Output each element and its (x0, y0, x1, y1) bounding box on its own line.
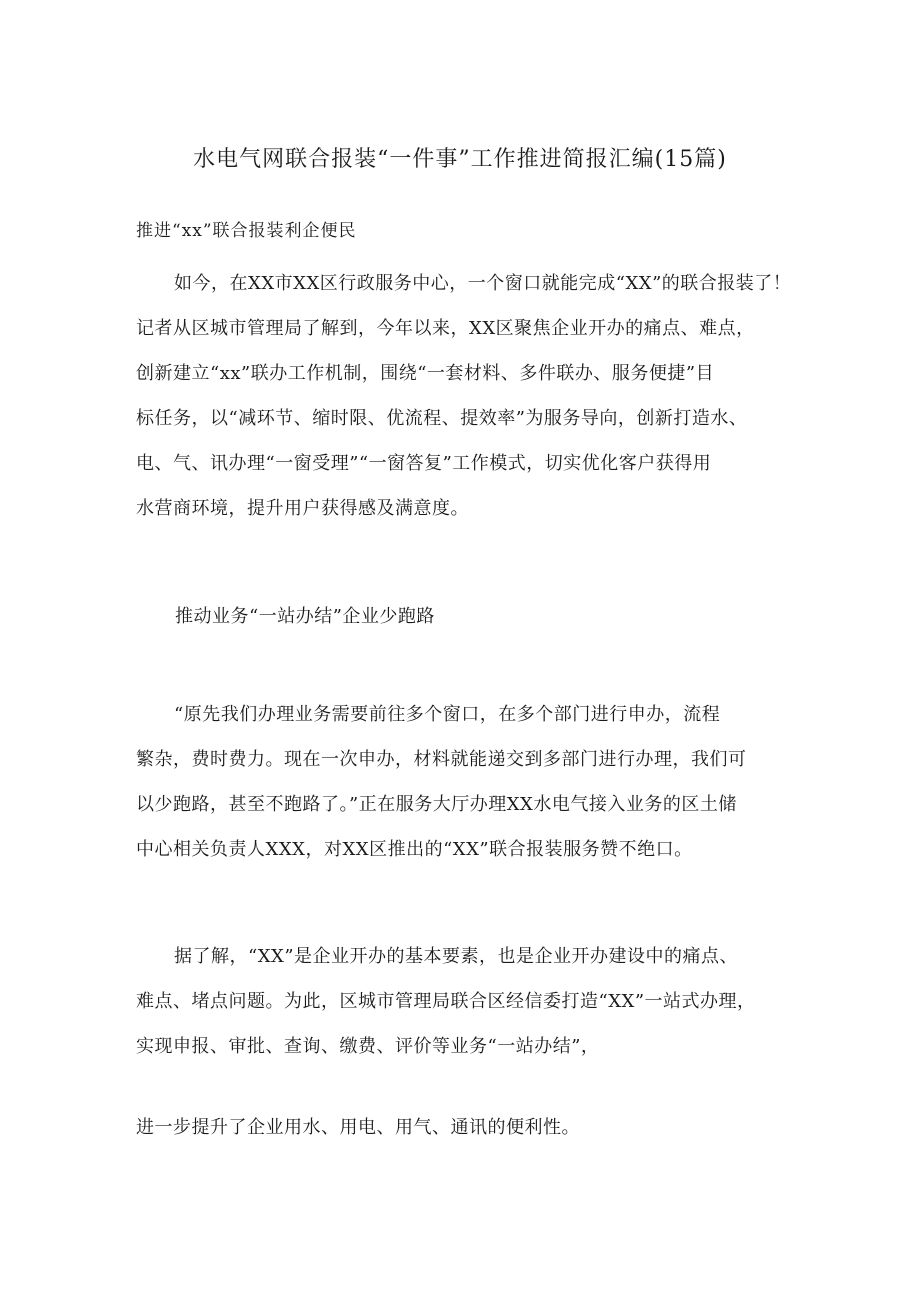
paragraph-line: 电、气、讯办理“一窗受理”“一窗答复”工作模式，切实优化客户获得用 (136, 453, 712, 474)
paragraph-line: 创新建立“xx”联办工作机制，围绕“一套材料、多件联办、服务便捷”目 (136, 363, 715, 384)
paragraph-1 (136, 261, 792, 531)
paragraph-line: 记者从区城市管理局了解到，今年以来，XX区聚焦企业开办的痛点、难点， (136, 318, 755, 339)
paragraph-3 (136, 934, 792, 1069)
paragraph-line: 中心相关负责人XXX，对XX区推出的“XX”联合报装服务赞不绝口。 (136, 839, 693, 860)
paragraph-line: 进一步提升了企业用水、用电、用气、通讯的便利性。 (136, 1117, 580, 1138)
paragraph-line: 如今，在XX市XX区行政服务中心，一个窗口就能完成“XX”的联合报装了！ (174, 273, 792, 294)
paragraph-line: 水营商环境，提升用户获得感及满意度。 (136, 498, 469, 519)
paragraph-line: 难点、堵点问题。为此，区城市管理局联合区经信委打造“XX”一站式办理， (136, 991, 756, 1012)
section-heading: 推动业务“一站办结”企业少跑路 (175, 606, 435, 627)
paragraph-4 (136, 1105, 792, 1150)
paragraph-2 (136, 692, 792, 872)
paragraph-line: 繁杂，费时费力。现在一次申办，材料就能递交到多部门进行办理，我们可 (136, 749, 747, 770)
paragraph-line: 据了解，“XX”是企业开办的基本要素，也是企业开办建设中的痛点、 (174, 946, 739, 967)
paragraph-line: 实现申报、审批、查询、缴费、评价等业务“一站办结”， (136, 1036, 600, 1057)
document-subtitle: 推进“xx”联合报装利企便民 (136, 221, 357, 241)
paragraph-line: 标任务，以“减环节、缩时限、优流程、提效率”为服务导向，创新打造水、 (136, 408, 748, 429)
paragraph-line: 以少跑路，甚至不跑路了。”正在服务大厅办理XX水电气接入业务的区土储 (136, 794, 737, 815)
paragraph-line: “原先我们办理业务需要前往多个窗口，在多个部门进行申办，流程 (174, 704, 721, 725)
document-title: 水电气网联合报装“一件事”工作推进简报汇编(15篇) (193, 147, 727, 172)
